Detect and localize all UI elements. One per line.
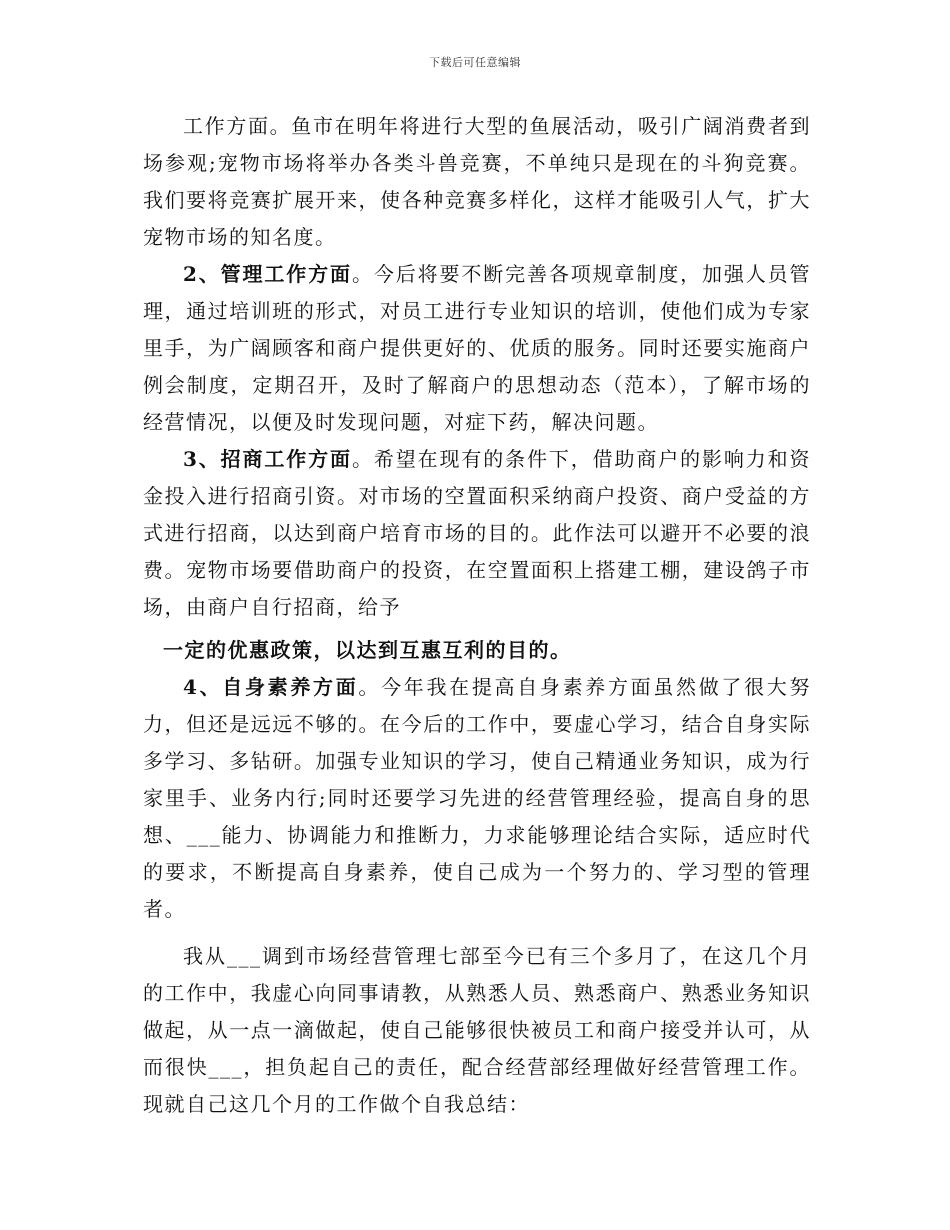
bold-statement: 一定的优惠政策，以达到互惠互利的目的。 <box>163 638 572 662</box>
page-header: 下载后可任意编辑 <box>429 56 521 69</box>
paragraph-management <box>143 256 811 441</box>
paragraph-self-improvement <box>143 669 811 928</box>
paragraph-text: 。希望在现有的条件下，借助商户的影响力和资金投入进行招商引资。对市场的空置面积采纳商户投资、商户受益的方式进行招商，以达到商户培育市场的目的。此作法可以避开不必要的浪费。宠物市场要借助商户的投资，在空置面积上搭建工棚，建设鸽子市场，由商户自行招商，给予 <box>143 447 812 619</box>
section-heading-management: 2、管理工作方面 <box>183 262 352 286</box>
paragraph-summary-intro <box>143 938 811 1123</box>
section-heading-investment: 3、招商工作方面 <box>183 447 352 471</box>
paragraph-pet-market <box>143 108 811 256</box>
paragraph-text: 工作方面。鱼市在明年将进行大型的鱼展活动，吸引广阔消费者到场参观;宠物市场将举办各类斗兽竞赛，不单纯只是现在的斗狗竞赛。我们要将竞赛扩展开来，使各种竞赛多样化，这样才能吸引人气，扩大宠物市场的知名度。 <box>143 114 811 249</box>
paragraph-text: 。今后将要不断完善各项规章制度，加强人员管理，通过培训班的形式，对员工进行专业知识的培训，使他们成为专家里手，为广阔顾客和商户提供更好的、优质的服务。同时还要实施商户例会制度，定期召开，及时了解商户的思想动态（范本），了解市场的经营情况，以便及时发现问题，对症下药，解决问题。 <box>143 262 812 434</box>
paragraph-text: 我从___调到市场经营管理七部至今已有三个多月了，在这几个月的工作中，我虚心向同事请教，从熟悉人员、熟悉商户、熟悉业务知识做起，从一点一滴做起，使自己能够很快被员工和商户接受并认可，从而很快___，担负起自己的责任，配合经营部经理做好经营管理工作。现就自己这几个月的工作做个自我总结： <box>143 944 811 1116</box>
paragraph-investment <box>143 441 811 626</box>
document-body <box>143 108 811 1123</box>
paragraph-text: 。今年我在提高自身素养方面虽然做了很大努力，但还是远远不够的。在今后的工作中，要虚心学习，结合自身实际多学习、多钻研。加强专业知识的学习，使自己精通业务知识，成为行家里手、业务内行;同时还要学习先进的经营管理经验，提高自身的思想、___能力、协调能力和推断力，力求能够理论结合实际，适应时代的要求，不断提高自身素养，使自己成为一个努力的、学习型的管理者。 <box>143 675 811 921</box>
paragraph-preferential-policy <box>143 632 811 669</box>
section-heading-self-improvement: 4、自身素养方面 <box>183 675 359 699</box>
